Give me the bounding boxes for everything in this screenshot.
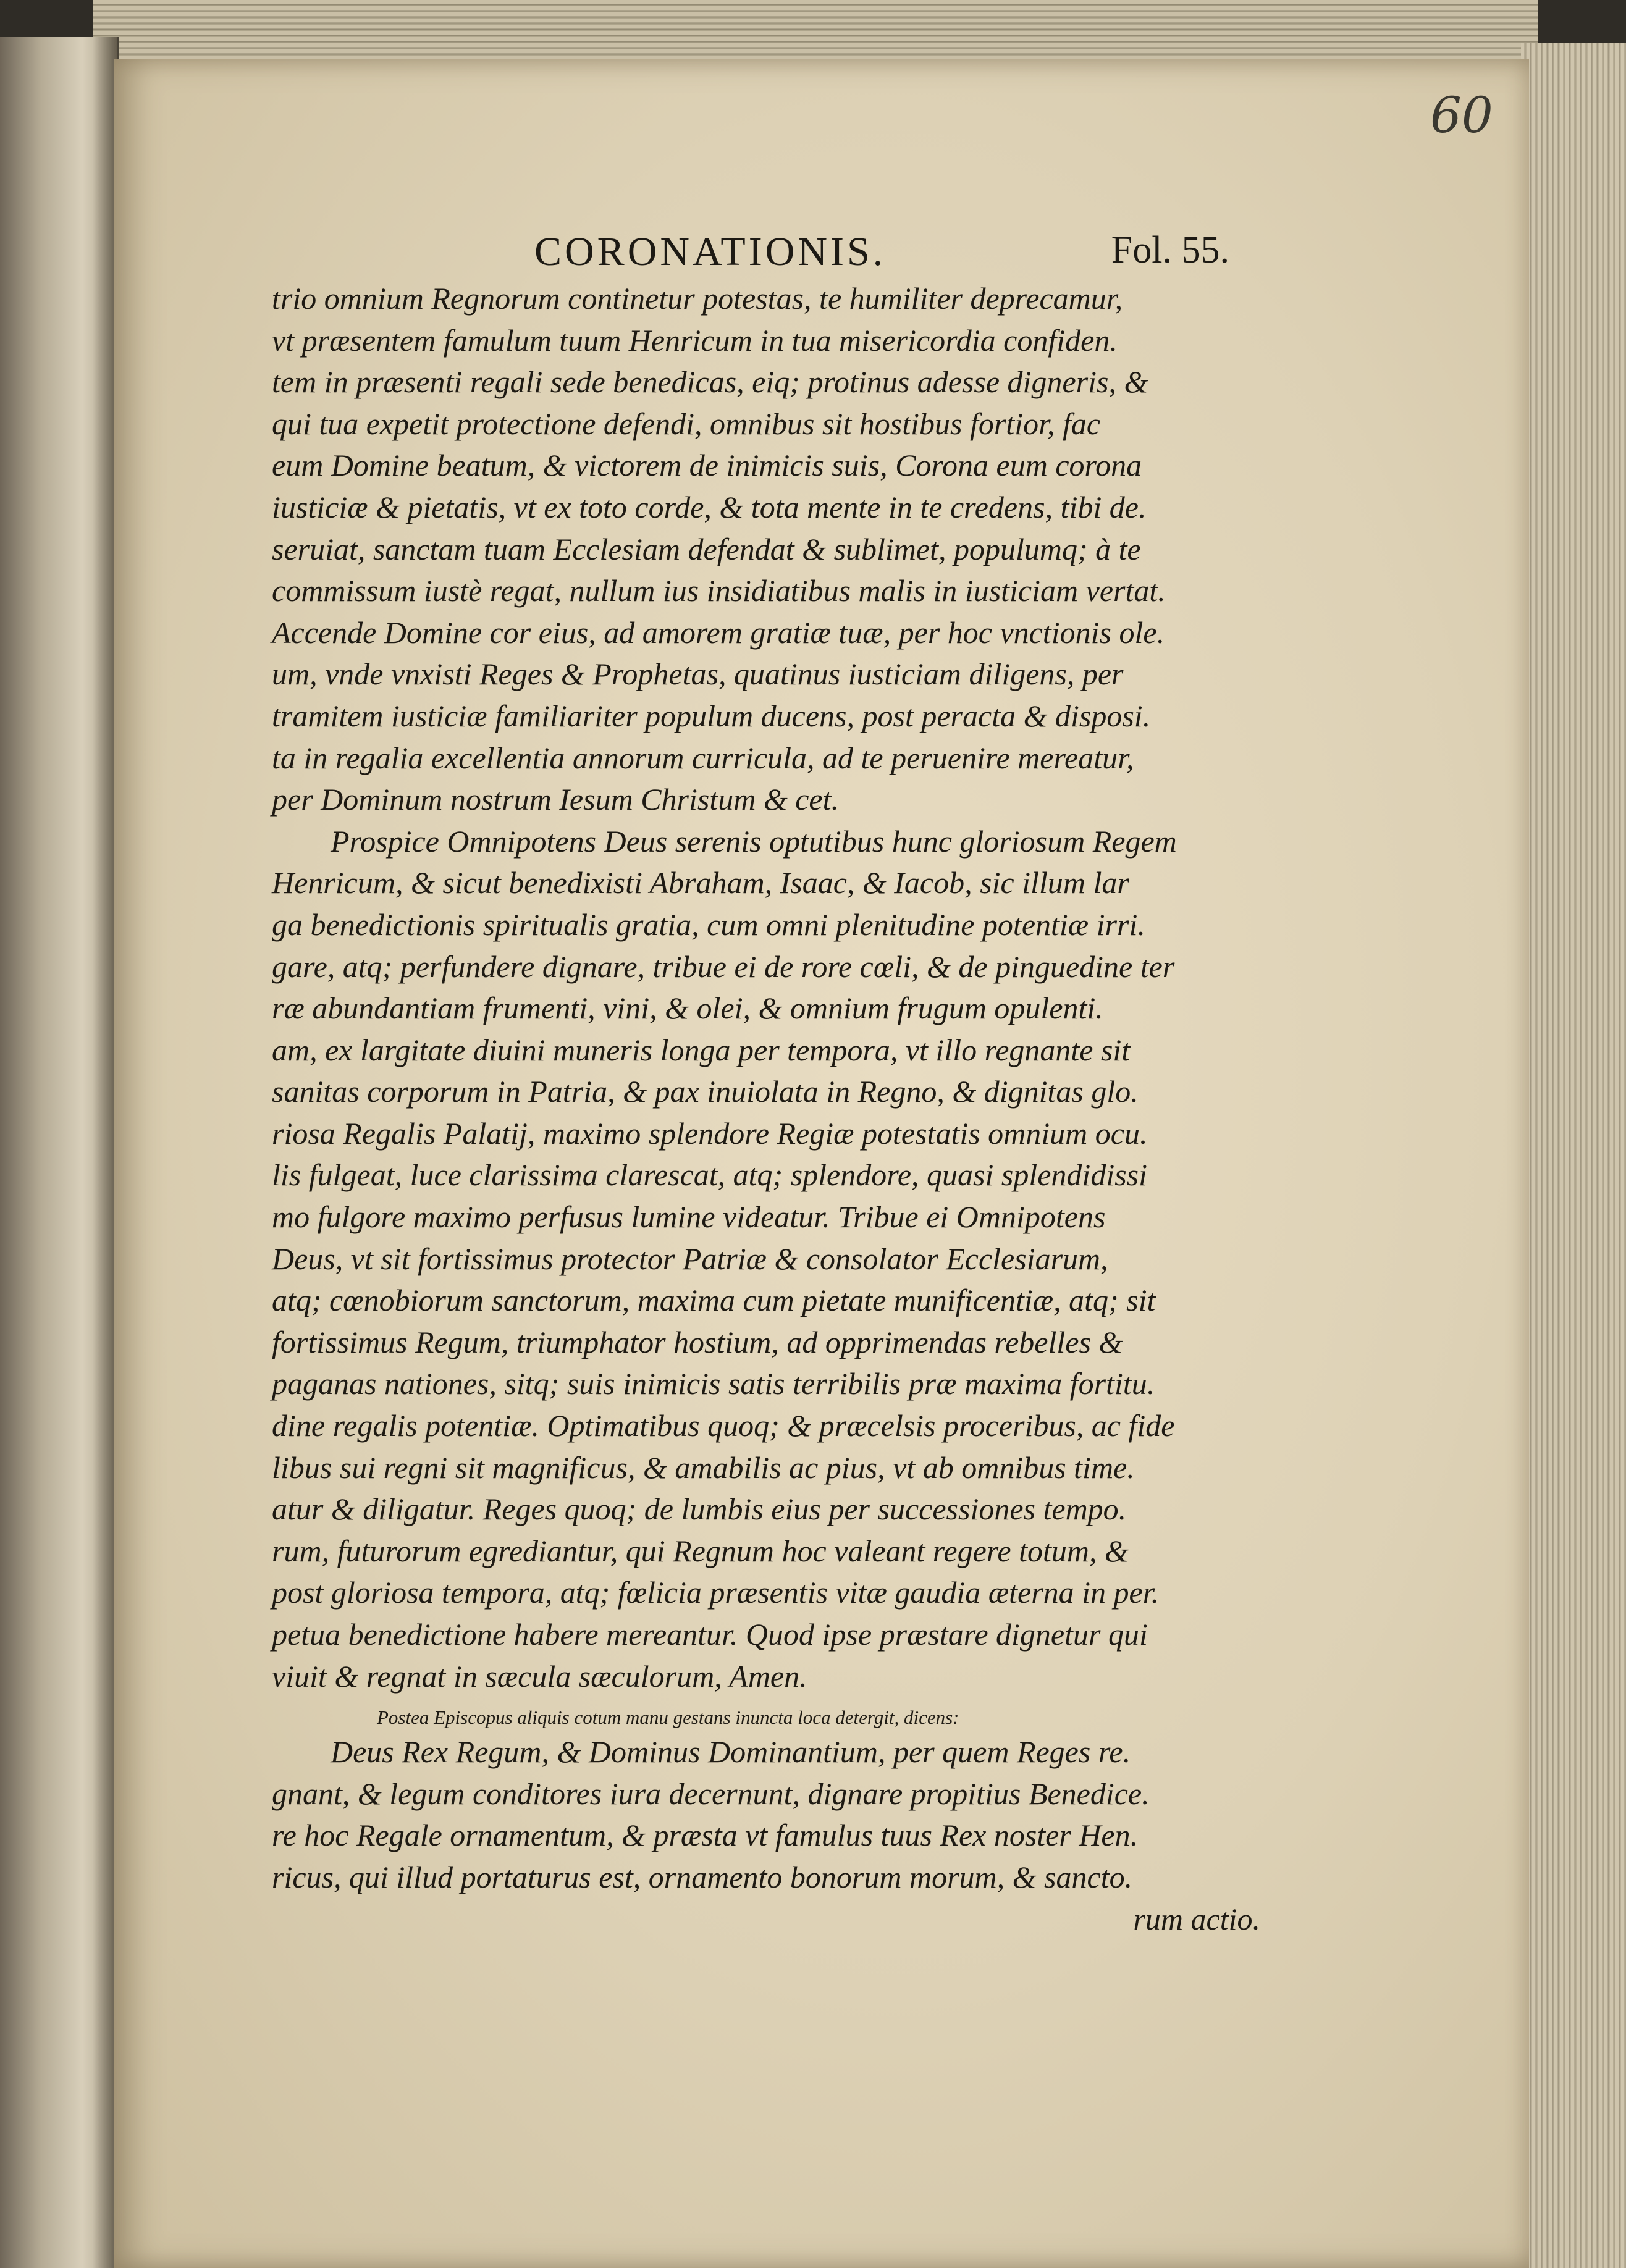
text-line: ta in regalia excellentia annorum curricula, ad te peruenire mereatur, [272,740,1134,775]
running-head-folio: Fol. 55. [1111,229,1229,271]
text-line: sanitas corporum in Patria, & pax inuiolata in Regno, & dignitas glo. [272,1074,1139,1109]
running-head [534,229,1229,284]
text-line: ræ abundantiam frumenti, vini, & olei, & omnium frugum opulenti. [272,991,1103,1026]
text-line: Accende Domine cor eius, ad amorem gratiæ tuæ, per hoc vnctionis ole. [272,615,1165,650]
text-line: eum Domine beatum, & victorem de inimicis suis, Corona eum corona [272,448,1142,483]
text-line: vt præsentem famulum tuum Henricum in tua misericordia confiden. [272,322,1118,358]
text-line: atq; cœnobiorum sanctorum, maxima cum pietate munificentiæ, atq; sit [272,1283,1156,1318]
text-line: tramitem iusticiæ familiariter populum ducens, post peracta & disposi. [272,698,1151,733]
text-line: petua benedictione habere mereantur. Quod ipse præstare dignetur qui [272,1617,1148,1652]
text-line: tem in præsenti regali sede benedicas, eiq; protinus adesse digneris, & [272,364,1148,400]
text-line: trio omnium Regnorum continetur potestas, te humiliter deprecamur, [272,281,1123,316]
text-line: libus sui regni sit magnificus, & amabilis ac pius, vt ab omnibus time. [272,1450,1135,1485]
rubric-line: Postea Episcopus aliquis cotum manu gestans inuncta loca detergit, dicens: [377,1707,959,1729]
text-line: re hoc Regale ornamentum, & præsta vt famulus tuus Rex noster Hen. [272,1818,1139,1853]
text-line: gare, atq; perfundere dignare, tribue ei de rore cœli, & de pinguedine ter [272,949,1175,984]
text-line: qui tua expetit protectione defendi, omnibus sit hostibus fortior, fac [272,406,1101,441]
right-page-edges [1521,43,1626,2268]
text-line: rum, futurorum egrediantur, qui Regnum hoc valeant regere totum, & [272,1533,1129,1568]
text-line: lis fulgeat, luce clarissima clarescat, atq; splendore, quasi splendidissi [272,1157,1148,1193]
catchword-line: rum actio. [1133,1901,1260,1936]
text-line: ga benedictionis spiritualis gratia, cum omni plenitudine potentiæ irri. [272,907,1145,942]
paragraph-start-line: Prospice Omnipotens Deus serenis optutibus hunc gloriosum Regem [331,823,1177,859]
text-line: fortissimus Regum, triumphator hostium, ad opprimendas rebelles & [272,1324,1123,1359]
text-line: paganas nationes, sitq; suis inimicis satis terribilis præ maxima fortitu. [272,1366,1155,1401]
text-line: post gloriosa tempora, atq; fœlicia præsentis vitæ gaudia æterna in per. [272,1575,1160,1610]
text-line: commissum iustè regat, nullum ius insidiatibus malis in iusticiam vertat. [272,573,1166,608]
text-line: ricus, qui illud portaturus est, ornamento bonorum morum, & sancto. [272,1859,1133,1894]
paragraph-start-line: Deus Rex Regum, & Dominus Dominantium, per quem Reges re. [331,1734,1131,1770]
text-line: gnant, & legum conditores iura decernunt, dignare propitius Benedice. [272,1776,1150,1811]
text-line: dine regalis potentiæ. Optimatibus quoq; & præcelsis proceribus, ac fide [272,1408,1175,1443]
text-line: riosa Regalis Palatij, maximo splendore Regiæ potestatis omnium ocu. [272,1115,1148,1151]
text-line: per Dominum nostrum Iesum Christum & cet. [272,782,840,817]
running-head-title: CORONATIONIS. [534,229,887,274]
text-line: mo fulgore maximo perfusus lumine videatur. Tribue ei Omnipotens [272,1199,1106,1235]
text-line: viuit & regnat in sæcula sæculorum, Amen. [272,1658,807,1694]
text-line: Henricum, & sicut benedixisti Abraham, Isaac, & Iacob, sic illum lar [272,865,1129,901]
text-line: atur & diligatur. Reges quoq; de lumbis eius per successiones tempo. [272,1492,1127,1527]
text-line: iusticiæ & pietatis, vt ex toto corde, & tota mente in te credens, tibi de. [272,489,1147,524]
top-page-edges [93,0,1538,68]
body-text [272,278,1260,1940]
previous-page-edge [0,37,119,2268]
folio-number: 60 [1430,86,1493,144]
text-line: um, vnde vnxisti Reges & Prophetas, quatinus iusticiam diligens, per [272,657,1124,692]
text-line: seruiat, sanctam tuam Ecclesiam defendat & sublimet, populumq; à te [272,531,1141,566]
text-line: am, ex largitate diuini muneris longa per tempora, vt illo regnante sit [272,1032,1131,1067]
text-line: Deus, vt sit fortissimus protector Patriæ & consolator Ecclesiarum, [272,1241,1108,1276]
